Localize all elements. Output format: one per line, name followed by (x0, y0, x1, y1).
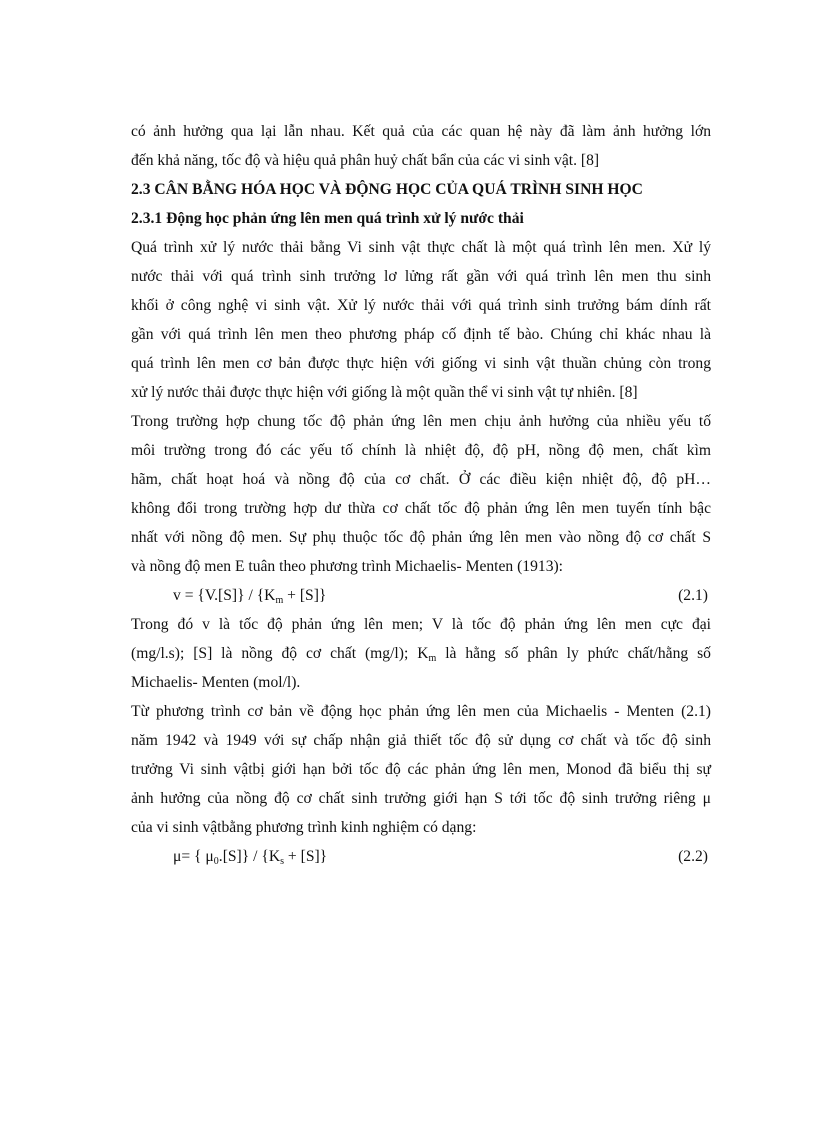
equation-part: + [S]} (283, 587, 327, 604)
text-line: Michaelis- Menten (mol/l). (131, 674, 301, 691)
subsection-heading: 2.3.1 Động học phản ứng lên men quá trình xử lý nước thải (131, 210, 524, 227)
text-line: ảnh hưởng của nồng độ cơ chất sinh trưởng giới hạn S tới tốc độ sinh trưởng riêng μ (131, 790, 711, 807)
equation-subscript: m (275, 595, 284, 606)
equation-part: v = {V.[S]} / {K (173, 587, 276, 604)
text-line: và nồng độ men E tuân theo phương trình Michaelis- Menten (1913): (131, 558, 564, 575)
text-part: (mg/l.s); [S] là nồng độ cơ chất (mg/l); K (131, 645, 429, 662)
text-line: Từ phương trình cơ bản về động học phản ứng lên men của Michaelis - Menten (2.1) (131, 703, 711, 720)
equation-subscript: 0 (213, 856, 219, 867)
text-line: trưởng Vi sinh vậtbị giới hạn bởi tốc độ các phản ứng lên men, Monod đã biểu thị sự (131, 761, 711, 778)
text-line: Quá trình xử lý nước thải bằng Vi sinh vật thực chất là một quá trình lên men. Xử lý (131, 239, 711, 256)
text-subscript: m (428, 653, 437, 664)
text-line: nhất với nồng độ men. Sự phụ thuộc tốc độ phản ứng lên men vào nồng độ cơ chất S (131, 529, 711, 546)
equation-part: + [S]} (284, 848, 328, 865)
text-line: môi trường trong đó các yếu tố chính là nhiệt độ, độ pH, nồng độ men, chất kìm (131, 442, 711, 459)
text-part: là hằng số phân ly phức chất/hằng số (436, 645, 711, 662)
text-line: không đổi trong trường hợp dư thừa cơ chất tốc độ phản ứng lên men tuyến tính bậc (131, 500, 711, 517)
equation-part: .[S]} / {K (218, 848, 281, 865)
text-line: Trong đó v là tốc độ phản ứng lên men; V là tốc độ phản ứng lên men cực đại (131, 616, 711, 633)
equation-body (173, 581, 326, 610)
equation-2-2 (131, 842, 711, 871)
text-line: đến khả năng, tốc độ và hiệu quả phân huỷ chất bẩn của các vi sinh vật. [8] (131, 152, 600, 169)
text-line: Trong trường hợp chung tốc độ phản ứng lên men chịu ảnh hưởng của nhiều yếu tố (131, 413, 711, 430)
text-line: năm 1942 và 1949 với sự chấp nhận giả thiết tốc độ sử dụng cơ chất và tốc độ sinh (131, 732, 711, 749)
text-line: xử lý nước thải được thực hiện với giống là một quần thể vi sinh vật tự nhiên. [8] (131, 384, 638, 401)
text-line (131, 639, 711, 668)
equation-part: μ= { μ (173, 848, 214, 865)
section-heading: 2.3 CÂN BẰNG HÓA HỌC VÀ ĐỘNG HỌC CỦA QUÁ TRÌNH SINH HỌC (131, 181, 643, 198)
equation-2-1 (131, 581, 711, 610)
text-line: gần với quá trình lên men theo phương pháp cố định tế bào. Chúng chỉ khác nhau là (131, 326, 711, 343)
text-line: của vi sinh vậtbằng phương trình kinh nghiệm có dạng: (131, 819, 477, 836)
equation-subscript: s (280, 856, 285, 867)
text-line: nước thải với quá trình sinh trưởng lơ lửng rất gần với quá trình lên men thu sinh (131, 268, 711, 285)
equation-number: (2.1) (678, 587, 708, 604)
text-line: quá trình lên men cơ bản được thực hiện với giống vi sinh vật thuần chủng còn trong (131, 355, 711, 372)
equation-number: (2.2) (678, 848, 708, 865)
text-line: khối ở công nghệ vi sinh vật. Xử lý nước thải với quá trình sinh trưởng bám dính rất (131, 297, 711, 314)
equation-body (173, 842, 327, 871)
text-line: có ảnh hưởng qua lại lẫn nhau. Kết quả của các quan hệ này đã làm ảnh hưởng lớn (131, 123, 711, 140)
text-line: hãm, chất hoạt hoá và nồng độ của cơ chất. Ở các điều kiện nhiệt độ, độ pH… (131, 471, 711, 488)
document-page (131, 117, 711, 871)
